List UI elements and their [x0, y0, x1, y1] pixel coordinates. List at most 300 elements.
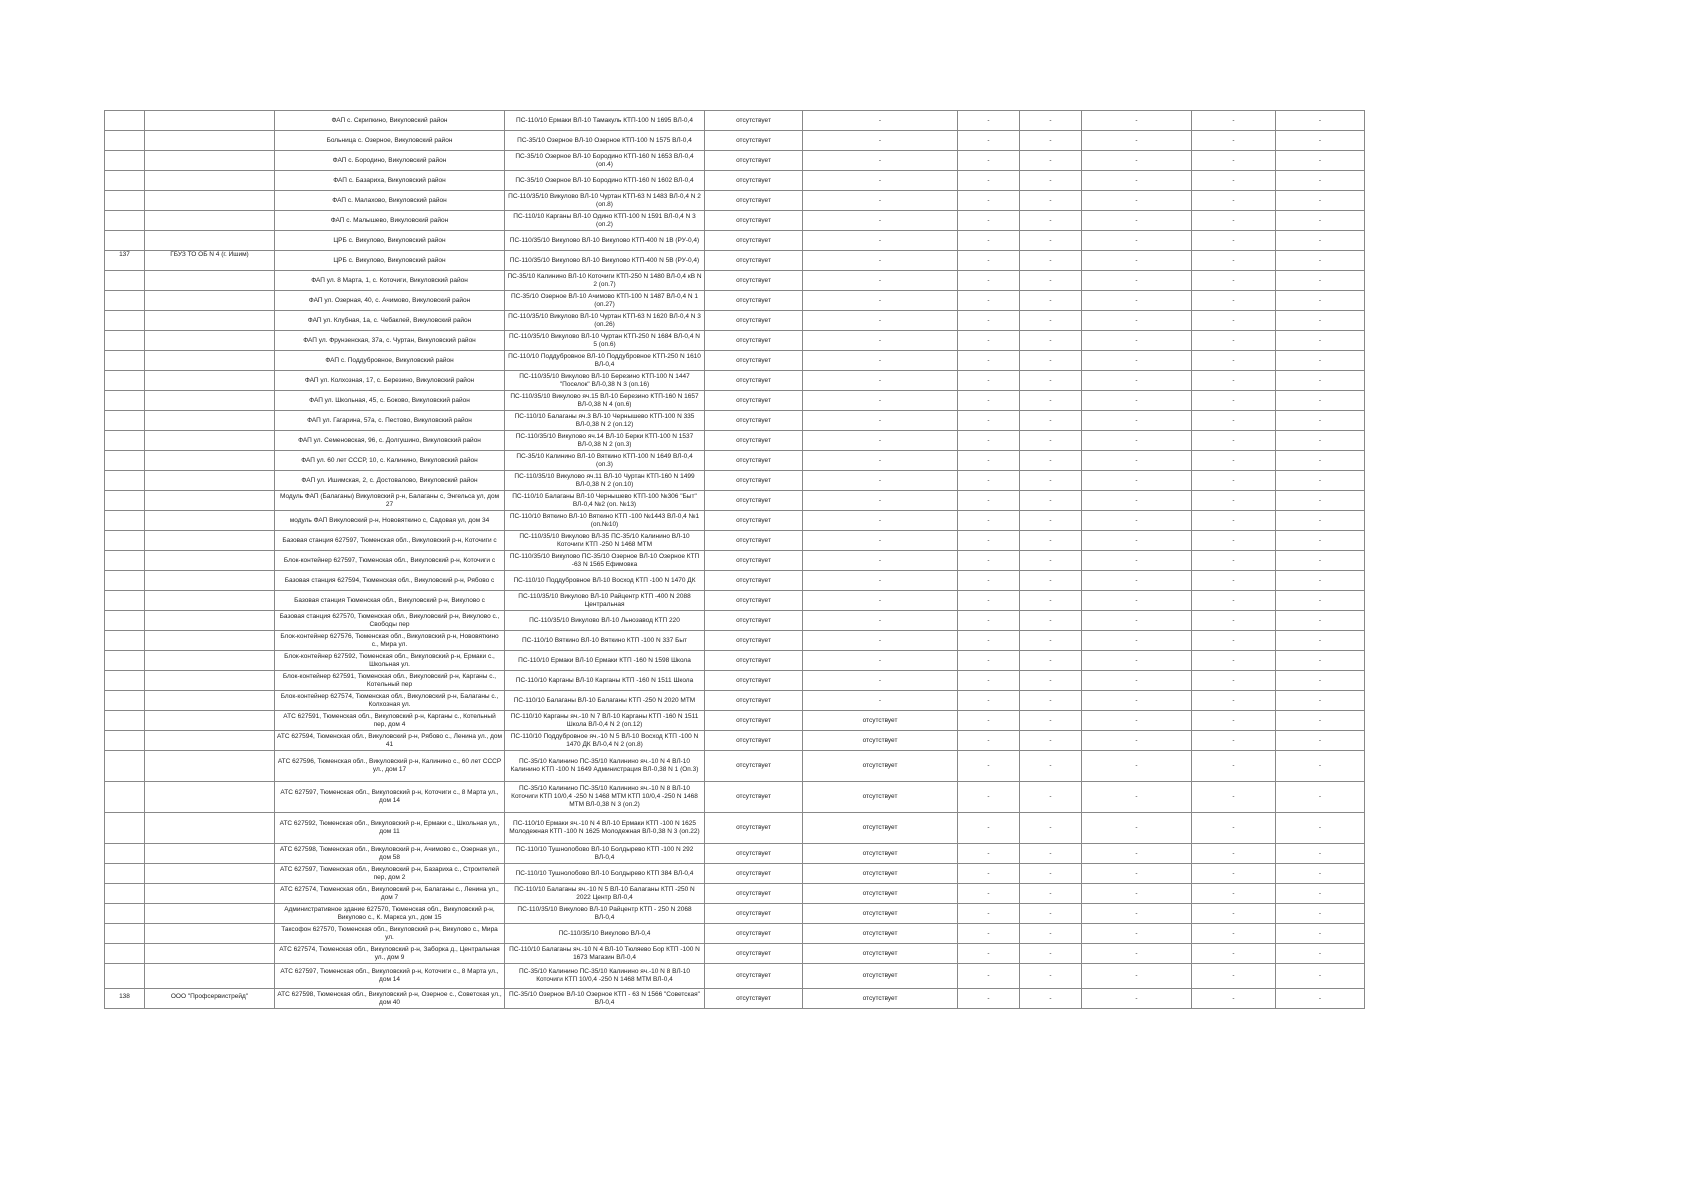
organization-cell	[145, 171, 275, 191]
value-cell: -	[1192, 711, 1276, 731]
value-cell: -	[958, 331, 1020, 351]
value-cell: -	[1020, 251, 1082, 271]
value-cell: -	[1082, 989, 1192, 1009]
value-cell: -	[1082, 371, 1192, 391]
group-number-cell	[105, 411, 145, 431]
organization-cell	[145, 411, 275, 431]
object-cell: Блок-контейнер 627591, Тюменская обл., Викуловский р-н, Карганы с., Котельный пер	[275, 671, 505, 691]
value-cell: -	[1192, 989, 1276, 1009]
object-cell: ФАП с. Поддубровное, Викуловский район	[275, 351, 505, 371]
value-cell: -	[1276, 191, 1365, 211]
power-source-cell: ПС-110/35/10 Викулово ВЛ-0,4	[505, 924, 705, 944]
value-cell: -	[1192, 924, 1276, 944]
value-cell: -	[1276, 171, 1365, 191]
value-cell: -	[1192, 651, 1276, 671]
group-number-cell	[105, 451, 145, 471]
power-source-cell: ПС-110/35/10 Викулово ВЛ-10 Березино КТП-100 N 1447 "Поселок" ВЛ-0,38 N 3 (оп.16)	[505, 371, 705, 391]
organization-name: ООО "Профсервистрейд"	[170, 992, 249, 1000]
value-cell: -	[803, 671, 958, 691]
power-source-cell: ПС-110/35/10 Викулово ВЛ-10 Викулово КТП-400 N 1В (РУ-0,4)	[505, 231, 705, 251]
value-cell: -	[1082, 131, 1192, 151]
status-cell: отсутствует	[705, 691, 803, 711]
value-cell: -	[1020, 813, 1082, 844]
value-cell: -	[958, 411, 1020, 431]
table-row	[105, 251, 1365, 271]
table-row	[105, 311, 1365, 331]
value-cell: -	[1082, 351, 1192, 371]
power-source-cell: ПС-110/10 Карганы ВЛ-10 Одино КТП-100 N 1591 ВЛ-0,4 N 3 (оп.2)	[505, 211, 705, 231]
group-number-cell	[105, 231, 145, 251]
status-cell: отсутствует	[705, 864, 803, 884]
value-cell: -	[1192, 864, 1276, 884]
value-cell: -	[958, 924, 1020, 944]
value-cell: -	[958, 611, 1020, 631]
power-source-cell: ПС-110/10 Поддубровное ВЛ-10 Поддубровное КТП-250 N 1610 ВЛ-0,4	[505, 351, 705, 371]
group-number-cell	[105, 391, 145, 411]
organization-cell	[145, 271, 275, 291]
table-row	[105, 944, 1365, 964]
object-cell: модуль ФАП Викуловский р-н, Нововяткино с, Садовая ул, дом 34	[275, 511, 505, 531]
organization-cell	[145, 844, 275, 864]
value-cell: отсутствует	[803, 711, 958, 731]
organization-cell	[145, 471, 275, 491]
value-cell: -	[1020, 191, 1082, 211]
value-cell: -	[1020, 391, 1082, 411]
group-number-cell	[105, 751, 145, 782]
object-cell: АТС 627574, Тюменская обл., Викуловский р-н, Балаганы с., Ленина ул., дом 7	[275, 884, 505, 904]
power-source-cell: ПС-35/10 Озерное ВЛ-10 Озерное КТП-100 N 1575 ВЛ-0,4	[505, 131, 705, 151]
status-cell: отсутствует	[705, 571, 803, 591]
value-cell: -	[803, 391, 958, 411]
value-cell: отсутствует	[803, 884, 958, 904]
value-cell: -	[803, 591, 958, 611]
value-cell: -	[803, 351, 958, 371]
value-cell: -	[1192, 884, 1276, 904]
value-cell: -	[803, 611, 958, 631]
value-cell: -	[1192, 471, 1276, 491]
group-number-cell	[105, 511, 145, 531]
value-cell: -	[803, 171, 958, 191]
value-cell: -	[1020, 884, 1082, 904]
value-cell: -	[1276, 451, 1365, 471]
status-cell: отсутствует	[705, 551, 803, 571]
table-row	[105, 924, 1365, 944]
value-cell: -	[1082, 751, 1192, 782]
status-cell: отсутствует	[705, 924, 803, 944]
value-cell: -	[1082, 631, 1192, 651]
object-cell: ФАП ул. Семеновская, 96, с. Долгушино, Викуловский район	[275, 431, 505, 451]
organization-cell	[145, 331, 275, 351]
value-cell: -	[803, 231, 958, 251]
group-number-cell	[105, 211, 145, 231]
value-cell: -	[958, 904, 1020, 924]
table-row	[105, 111, 1365, 131]
status-cell: отсутствует	[705, 111, 803, 131]
value-cell: -	[1192, 844, 1276, 864]
value-cell: -	[1020, 964, 1082, 989]
table-row	[105, 351, 1365, 371]
table-row	[105, 731, 1365, 751]
value-cell: -	[1020, 131, 1082, 151]
group-number-cell	[105, 591, 145, 611]
table-row	[105, 651, 1365, 671]
value-cell: -	[958, 711, 1020, 731]
value-cell: -	[1082, 591, 1192, 611]
status-cell: отсутствует	[705, 651, 803, 671]
value-cell: -	[1276, 964, 1365, 989]
value-cell: -	[1082, 864, 1192, 884]
table-row	[105, 884, 1365, 904]
power-source-cell: ПС-110/10 Тушнолобово ВЛ-10 Болдырево КТП -100 N 292 ВЛ-0,4	[505, 844, 705, 864]
value-cell: -	[1020, 111, 1082, 131]
power-source-cell: ПС-110/10 Вяткино ВЛ-10 Вяткино КТП -100 N 337 Быт	[505, 631, 705, 651]
value-cell: -	[1276, 111, 1365, 131]
power-source-cell: ПС-110/35/10 Викулово ВЛ-10 Чуртан КТП-63 N 1620 ВЛ-0,4 N 3 (оп.26)	[505, 311, 705, 331]
status-cell: отсутствует	[705, 451, 803, 471]
value-cell: -	[958, 731, 1020, 751]
power-source-cell: ПС-110/10 Ермаки ВЛ-10 Ермаки КТП -160 N 1598 Школа	[505, 651, 705, 671]
value-cell: -	[958, 864, 1020, 884]
value-cell: -	[803, 571, 958, 591]
organization-cell	[145, 989, 275, 1009]
power-source-cell: ПС-110/35/10 Викулово ВЛ-35 ПС-35/10 Калинино ВЛ-10 Коточиги КТП -250 N 1468 МТМ	[505, 531, 705, 551]
status-cell: отсутствует	[705, 391, 803, 411]
value-cell: -	[958, 271, 1020, 291]
object-cell: Больница с. Озерное, Викуловский район	[275, 131, 505, 151]
value-cell: -	[958, 371, 1020, 391]
value-cell: -	[1276, 351, 1365, 371]
value-cell: -	[1276, 782, 1365, 813]
power-source-cell: ПС-35/10 Калинино ПС-35/10 Калинино яч.-10 N 8 ВЛ-10 Коточиги КТП 10/0,4 -250 N 1468 МТМ ВЛ-0,4	[505, 964, 705, 989]
value-cell: -	[958, 291, 1020, 311]
value-cell: -	[1020, 631, 1082, 651]
value-cell: -	[1276, 904, 1365, 924]
value-cell: -	[1082, 844, 1192, 864]
object-cell: АТС 627574, Тюменская обл., Викуловский р-н, Заборка д., Центральная ул., дом 9	[275, 944, 505, 964]
status-cell: отсутствует	[705, 751, 803, 782]
object-cell: ФАП ул. 8 Марта, 1, с. Коточиги, Викуловский район	[275, 271, 505, 291]
value-cell: -	[958, 631, 1020, 651]
organization-cell	[145, 151, 275, 171]
organization-cell	[145, 782, 275, 813]
value-cell: -	[1082, 611, 1192, 631]
value-cell: -	[803, 271, 958, 291]
value-cell: -	[803, 211, 958, 231]
organization-cell	[145, 611, 275, 631]
table-row	[105, 691, 1365, 711]
value-cell: -	[1276, 511, 1365, 531]
object-cell: Базовая станция 627594, Тюменская обл., Викуловский р-н, Рябово с	[275, 571, 505, 591]
value-cell: -	[1020, 271, 1082, 291]
value-cell: -	[1082, 551, 1192, 571]
value-cell: -	[958, 551, 1020, 571]
value-cell: -	[1192, 491, 1276, 511]
organization-cell	[145, 964, 275, 989]
status-cell: отсутствует	[705, 411, 803, 431]
power-source-cell: ПС-110/35/10 Викулово ВЛ-10 Райцентр КТП -400 N 2088 Центральная	[505, 591, 705, 611]
status-cell: отсутствует	[705, 782, 803, 813]
status-cell: отсутствует	[705, 331, 803, 351]
group-number-cell	[105, 611, 145, 631]
value-cell: -	[1020, 751, 1082, 782]
object-cell: АТС 627597, Тюменская обл., Викуловский р-н, Базариха с., Строителей пер, дом 2	[275, 864, 505, 884]
power-source-cell: ПС-110/10 Балаганы ВЛ-10 Чернышево КТП-100 №306 "Быт" ВЛ-0,4 №2 (оп. №13)	[505, 491, 705, 511]
data-table	[104, 110, 1365, 1009]
table-row	[105, 511, 1365, 531]
power-source-cell: ПС-110/35/10 Викулово ВЛ-10 Чуртан КТП-63 N 1483 ВЛ-0,4 N 2 (оп.8)	[505, 191, 705, 211]
value-cell: -	[1020, 451, 1082, 471]
value-cell: -	[1276, 944, 1365, 964]
value-cell: -	[958, 131, 1020, 151]
status-cell: отсутствует	[705, 271, 803, 291]
value-cell: -	[1082, 231, 1192, 251]
organization-cell	[145, 531, 275, 551]
table-row	[105, 964, 1365, 989]
table-row	[105, 711, 1365, 731]
status-cell: отсутствует	[705, 151, 803, 171]
value-cell: -	[958, 151, 1020, 171]
value-cell: -	[1192, 511, 1276, 531]
value-cell: -	[803, 291, 958, 311]
group-number-cell	[105, 782, 145, 813]
group-number-cell	[105, 311, 145, 331]
status-cell: отсутствует	[705, 491, 803, 511]
power-source-cell: ПС-110/10 Поддубровное яч.-10 N 5 ВЛ-10 Восход КТП -100 N 1470 ДК ВЛ-0,4 N 2 (оп.8)	[505, 731, 705, 751]
value-cell: -	[1192, 591, 1276, 611]
table-body	[105, 111, 1365, 1009]
value-cell: отсутствует	[803, 964, 958, 989]
group-number-cell	[105, 471, 145, 491]
value-cell: -	[1276, 131, 1365, 151]
value-cell: отсутствует	[803, 782, 958, 813]
status-cell: отсутствует	[705, 671, 803, 691]
table-row	[105, 671, 1365, 691]
object-cell: ФАП ул. 60 лет СССР, 10, с. Калинино, Викуловский район	[275, 451, 505, 471]
value-cell: -	[1276, 751, 1365, 782]
organization-cell	[145, 371, 275, 391]
value-cell: -	[1276, 671, 1365, 691]
value-cell: -	[958, 251, 1020, 271]
table-row	[105, 571, 1365, 591]
organization-cell	[145, 451, 275, 471]
value-cell: -	[1082, 171, 1192, 191]
value-cell: -	[1276, 311, 1365, 331]
group-number-cell	[105, 844, 145, 864]
object-cell: Базовая станция 627570, Тюменская обл., Викуловский р-н, Викулово с., Свободы пер	[275, 611, 505, 631]
value-cell: отсутствует	[803, 864, 958, 884]
status-cell: отсутствует	[705, 531, 803, 551]
object-cell: ФАП с. Скрипкино, Викуловский район	[275, 111, 505, 131]
value-cell: -	[1276, 711, 1365, 731]
organization-cell	[145, 111, 275, 131]
value-cell: -	[1020, 611, 1082, 631]
table-row	[105, 611, 1365, 631]
status-cell: отсутствует	[705, 251, 803, 271]
value-cell: -	[958, 391, 1020, 411]
value-cell: -	[958, 351, 1020, 371]
status-cell: отсутствует	[705, 191, 803, 211]
power-source-cell: ПС-35/10 Озерное ВЛ-10 Бородино КТП-160 N 1602 ВЛ-0,4	[505, 171, 705, 191]
value-cell: отсутствует	[803, 924, 958, 944]
value-cell: -	[1192, 964, 1276, 989]
table-row	[105, 989, 1365, 1009]
value-cell: -	[958, 491, 1020, 511]
value-cell: -	[958, 884, 1020, 904]
organization-cell	[145, 571, 275, 591]
power-source-cell: ПС-110/35/10 Викулово ВЛ-10 Чуртан КТП-250 N 1684 ВЛ-0,4 N 5 (оп.6)	[505, 331, 705, 351]
value-cell: -	[1192, 431, 1276, 451]
value-cell: -	[803, 131, 958, 151]
value-cell: -	[1082, 813, 1192, 844]
value-cell: -	[1082, 924, 1192, 944]
object-cell: АТС 627596, Тюменская обл., Викуловский р-н, Калинино с., 60 лет СССР ул., дом 17	[275, 751, 505, 782]
value-cell: -	[803, 651, 958, 671]
status-cell: отсутствует	[705, 964, 803, 989]
group-number-cell	[105, 944, 145, 964]
value-cell: -	[1192, 271, 1276, 291]
status-cell: отсутствует	[705, 131, 803, 151]
group-number-cell	[105, 271, 145, 291]
value-cell: -	[1192, 251, 1276, 271]
group-number-cell	[105, 351, 145, 371]
status-cell: отсутствует	[705, 944, 803, 964]
table-row	[105, 151, 1365, 171]
organization-cell	[145, 431, 275, 451]
value-cell: -	[1082, 711, 1192, 731]
value-cell: -	[1082, 964, 1192, 989]
power-source-cell: ПС-110/35/10 Викулово яч.11 ВЛ-10 Чуртан КТП-160 N 1499 ВЛ-0,38 N 2 (оп.10)	[505, 471, 705, 491]
group-number-cell	[105, 551, 145, 571]
organization-cell	[145, 191, 275, 211]
value-cell: -	[1020, 471, 1082, 491]
value-cell: -	[1082, 411, 1192, 431]
value-cell: -	[1276, 691, 1365, 711]
object-cell: Блок-контейнер 627576, Тюменская обл., Викуловский р-н, Нововяткино с., Мира ул.	[275, 631, 505, 651]
status-cell: отсутствует	[705, 351, 803, 371]
value-cell: -	[803, 251, 958, 271]
value-cell: -	[958, 651, 1020, 671]
value-cell: -	[958, 191, 1020, 211]
value-cell: -	[1082, 651, 1192, 671]
object-cell: Базовая станция Тюменская обл., Викуловский р-н, Викулово с	[275, 591, 505, 611]
value-cell: -	[958, 211, 1020, 231]
value-cell: -	[1276, 371, 1365, 391]
object-cell: Блок-контейнер 627592, Тюменская обл., Викуловский р-н, Ермаки с., Школьная ул.	[275, 651, 505, 671]
value-cell: -	[958, 844, 1020, 864]
object-cell: Таксофон 627570, Тюменская обл., Викуловский р-н, Викулово с., Мира ул.	[275, 924, 505, 944]
value-cell: -	[1276, 151, 1365, 171]
object-cell: ФАП ул. Гагарина, 57а, с. Пестово, Викуловский район	[275, 411, 505, 431]
organization-cell	[145, 751, 275, 782]
value-cell: -	[1082, 511, 1192, 531]
group-number-cell	[105, 251, 145, 271]
organization-cell	[145, 651, 275, 671]
value-cell: -	[958, 813, 1020, 844]
value-cell: -	[958, 671, 1020, 691]
table-row	[105, 211, 1365, 231]
organization-cell	[145, 813, 275, 844]
table-row	[105, 531, 1365, 551]
organization-cell	[145, 904, 275, 924]
object-cell: АТС 627592, Тюменская обл., Викуловский р-н, Ермаки с., Школьная ул., дом 11	[275, 813, 505, 844]
power-source-cell: ПС-110/10 Ермаки ВЛ-10 Тамакуль КТП-100 N 1695 ВЛ-0,4	[505, 111, 705, 131]
status-cell: отсутствует	[705, 591, 803, 611]
power-source-cell: ПС-110/35/10 Викулово яч.15 ВЛ-10 Березино КТП-160 N 1657 ВЛ-0,38 N 4 (оп.6)	[505, 391, 705, 411]
organization-cell	[145, 351, 275, 371]
value-cell: -	[1020, 844, 1082, 864]
table-row	[105, 631, 1365, 651]
value-cell: отсутствует	[803, 904, 958, 924]
value-cell: -	[1192, 231, 1276, 251]
value-cell: -	[803, 311, 958, 331]
organization-cell	[145, 551, 275, 571]
status-cell: отсутствует	[705, 231, 803, 251]
value-cell: -	[1276, 551, 1365, 571]
object-cell: ФАП с. Бородино, Викуловский район	[275, 151, 505, 171]
table-row	[105, 391, 1365, 411]
organization-cell	[145, 311, 275, 331]
group-number-cell	[105, 531, 145, 551]
power-source-cell: ПС-110/10 Балаганы яч.-10 N 5 ВЛ-10 Балаганы КТП -250 N 2022 Центр ВЛ-0,4	[505, 884, 705, 904]
value-cell: -	[1276, 251, 1365, 271]
value-cell: -	[1020, 651, 1082, 671]
organization-cell	[145, 691, 275, 711]
value-cell: -	[958, 511, 1020, 531]
group-number-cell	[105, 691, 145, 711]
object-cell: ЦРБ с. Викулово, Викуловский район	[275, 251, 505, 271]
value-cell: -	[1082, 431, 1192, 451]
status-cell: отсутствует	[705, 711, 803, 731]
value-cell: -	[1020, 864, 1082, 884]
value-cell: -	[803, 111, 958, 131]
group-number-cell	[105, 171, 145, 191]
status-cell: отсутствует	[705, 611, 803, 631]
value-cell: -	[1082, 944, 1192, 964]
table-row	[105, 844, 1365, 864]
value-cell: -	[1020, 351, 1082, 371]
value-cell: -	[1020, 711, 1082, 731]
value-cell: -	[958, 231, 1020, 251]
table-row	[105, 751, 1365, 782]
group-number-cell	[105, 151, 145, 171]
value-cell: -	[1276, 271, 1365, 291]
group-number: 138	[119, 992, 130, 1000]
value-cell: -	[1192, 131, 1276, 151]
value-cell: -	[1082, 691, 1192, 711]
organization-cell	[145, 731, 275, 751]
value-cell: -	[1020, 782, 1082, 813]
value-cell: -	[1082, 271, 1192, 291]
value-cell: -	[1020, 291, 1082, 311]
value-cell: -	[1020, 491, 1082, 511]
table-row	[105, 813, 1365, 844]
power-source-cell: ПС-110/35/10 Викулово ВЛ-10 Райцентр КТП - 250 N 2068 ВЛ-0,4	[505, 904, 705, 924]
status-cell: отсутствует	[705, 989, 803, 1009]
value-cell: -	[1192, 291, 1276, 311]
table-row	[105, 191, 1365, 211]
object-cell: ФАП с. Малахово, Викуловский район	[275, 191, 505, 211]
group-number-cell	[105, 191, 145, 211]
value-cell: -	[803, 451, 958, 471]
value-cell: -	[803, 691, 958, 711]
organization-cell	[145, 631, 275, 651]
value-cell: отсутствует	[803, 844, 958, 864]
value-cell: -	[1082, 311, 1192, 331]
table-row	[105, 904, 1365, 924]
object-cell: АТС 627598, Тюменская обл., Викуловский р-н, Озерное с., Советская ул., дом 40	[275, 989, 505, 1009]
group-number-cell	[105, 813, 145, 844]
object-cell: ФАП с. Базариха, Викуловский район	[275, 171, 505, 191]
